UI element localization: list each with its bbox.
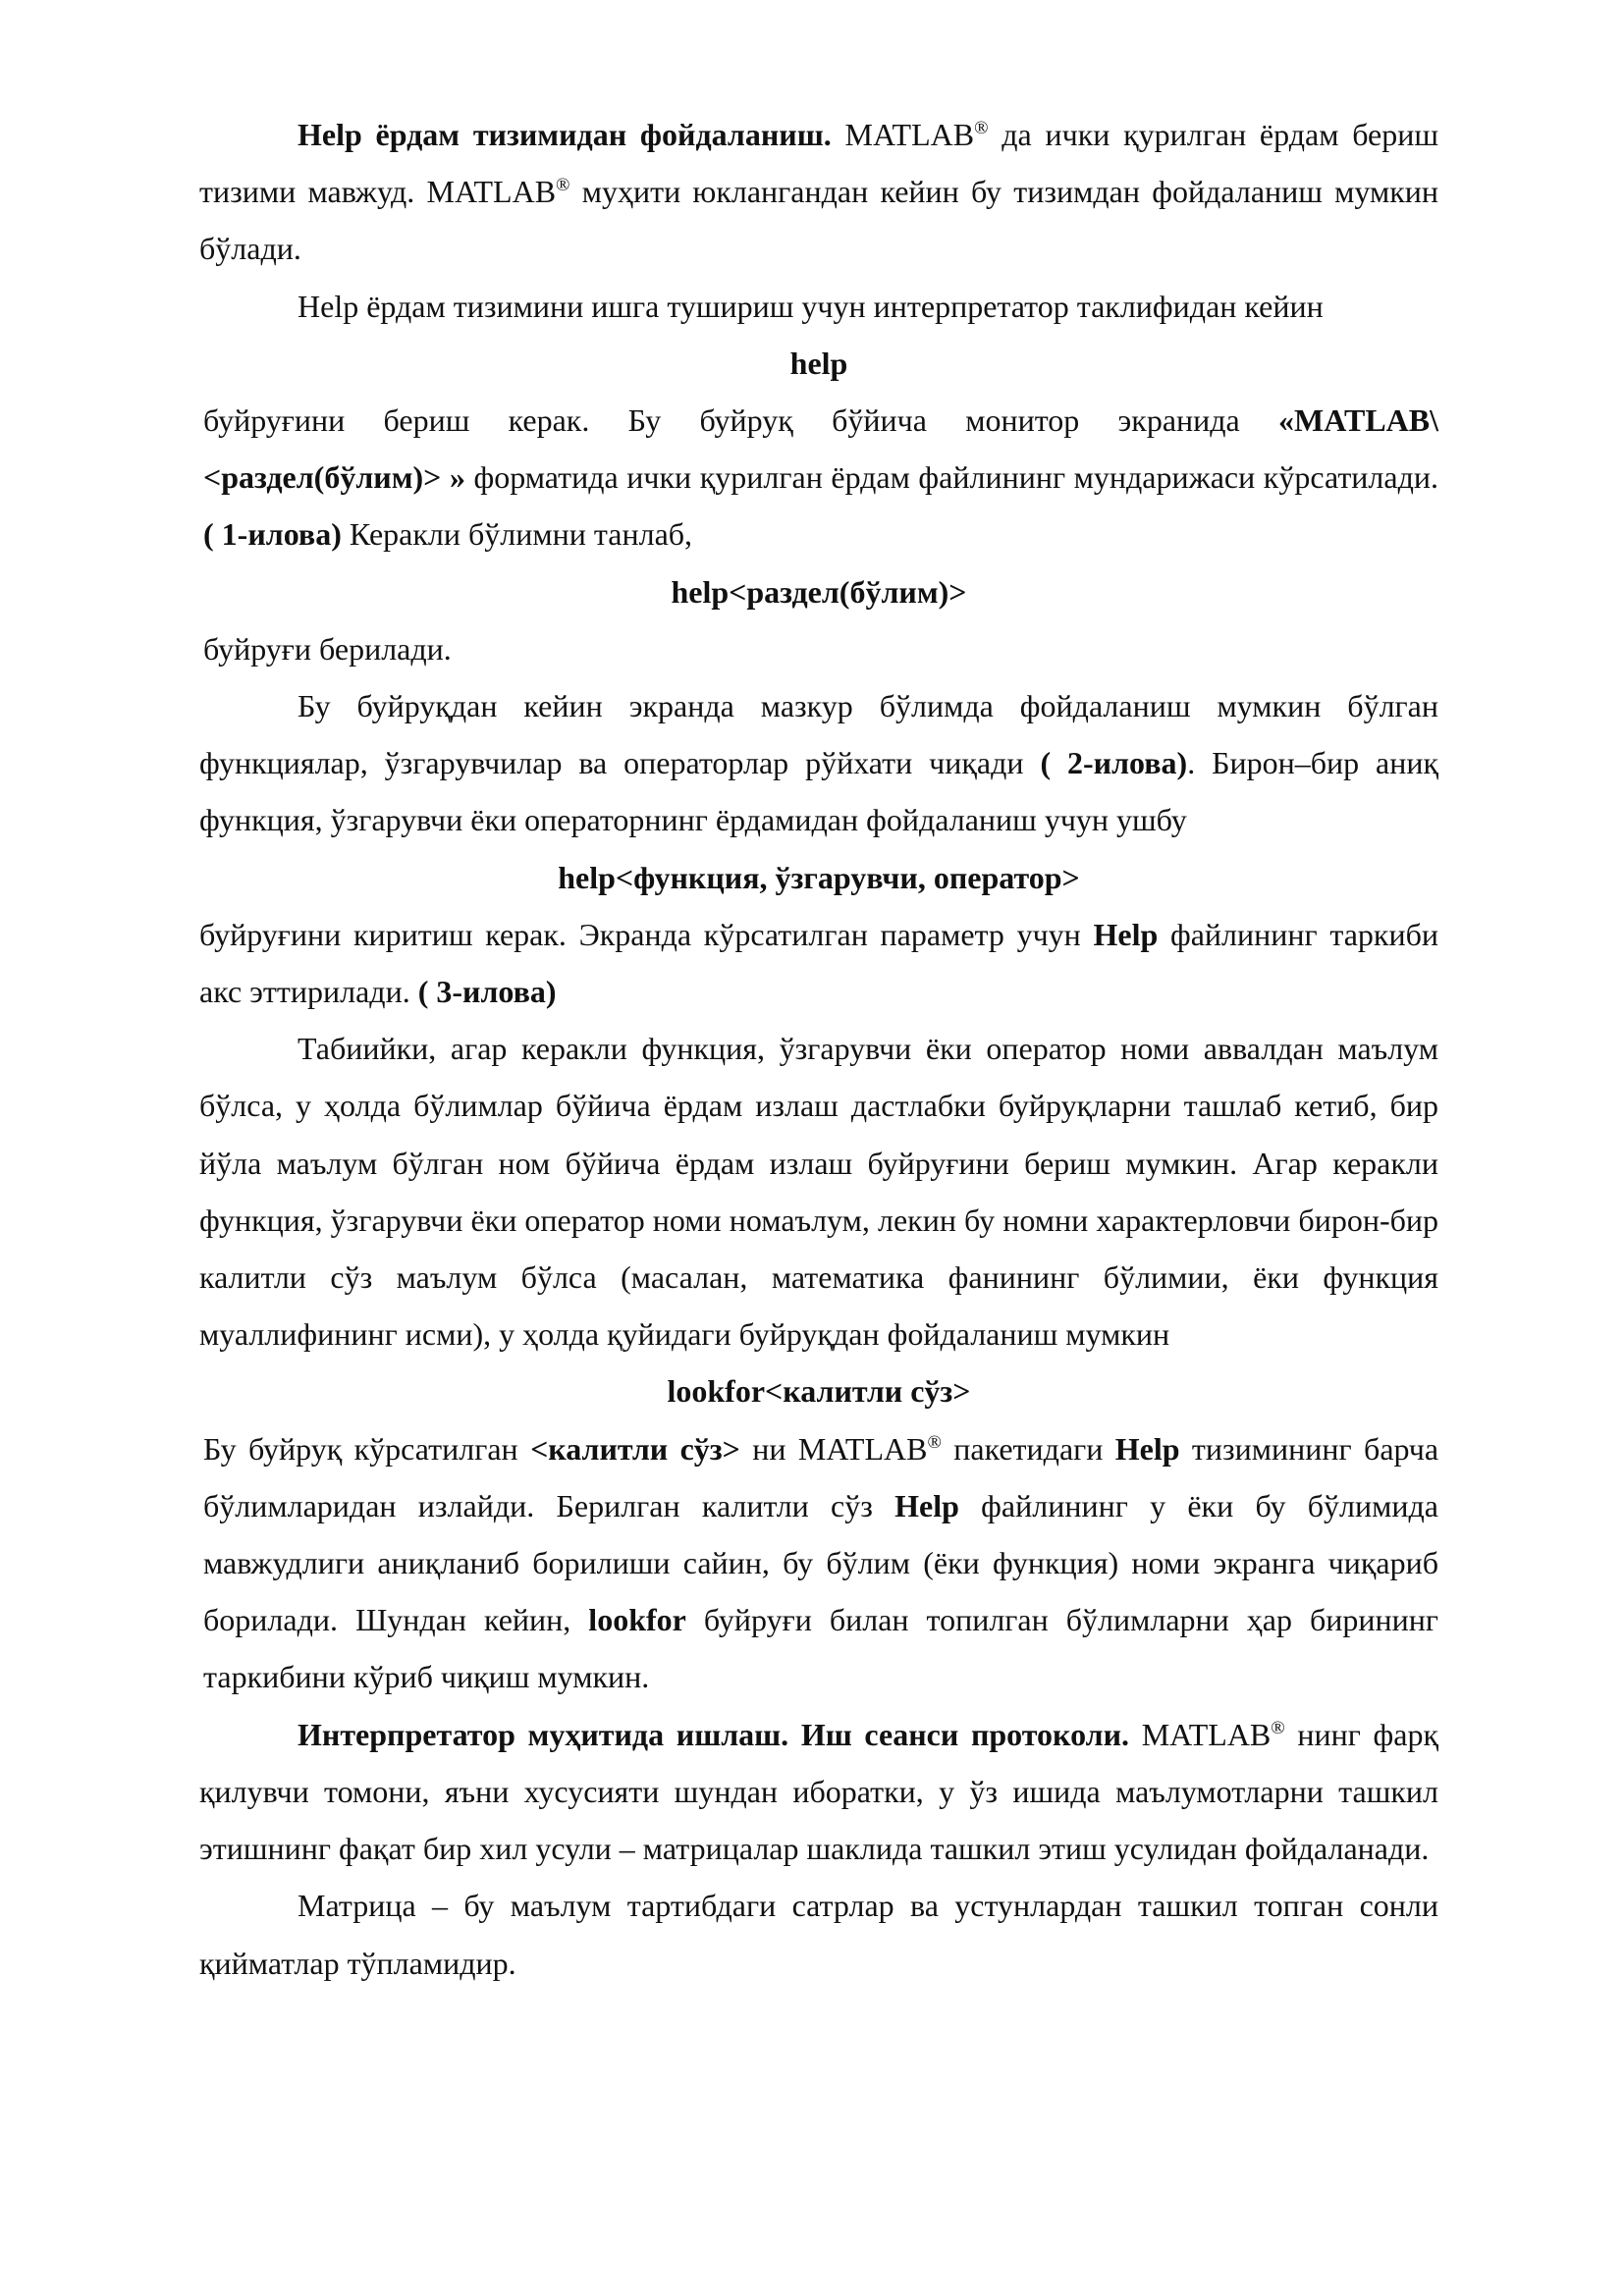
- paragraph-lookfor: Бу буйруқ кўрсатилган <калитли сўз> ни MATLAB® пакетидаги Help тизимининг барча бўлимларидан излайди. Берилган калитли сўз Help файлининг у ёки бу бўлимида мавжудлиги аниқланиб борилиши сайин, бу бўлим (ёки функция) номи экранга чиқариб борилади. Шундан кейин, lookfor буйруғи билан топилган бўлимларни ҳар бирининг таркибини кўриб чиқиш мумкин.: [203, 1430, 1439, 1695]
- registered-mark: ®: [556, 175, 570, 196]
- paragraph-command-given: буйруғи берилади.: [203, 630, 452, 667]
- document-page: [199, 106, 1438, 1992]
- paragraph-interpreter: Интерпретатор муҳитида ишлаш. Иш сеанси протоколи. MATLAB® нинг фарқ қилувчи томони, яъни хусусияти шундан иборатки, у ўз ишида маълумотларни ташкил этишнинг фақат бир хил усули – матрицалар шаклида ташкил этиш усулидан фойдаланади.: [199, 1716, 1439, 1867]
- command-lookfor: lookfor<калитли сўз>: [667, 1373, 971, 1410]
- paragraph-matrix: Матрица – бу маълум тартибдаги сатрлар ва устунлардан ташкил топган сонли қийматлар тўпламидир.: [199, 1888, 1438, 1981]
- paragraph-help-intro: Help ёрдам тизимидан фойдаланиш. MATLAB® да ички қурилган ёрдам бериш тизими мавжуд. MATLAB® муҳити юклангандан кейин бу тизимдан фойдаланиш мумкин бўлади.: [199, 117, 1439, 267]
- paragraph-help-start: Help ёрдам тизимини ишга тушириш учун интерпретатор таклифидан кейин: [298, 288, 1324, 324]
- section-heading-help: Help ёрдам тизимидан фойдаланиш.: [298, 117, 832, 152]
- paragraph-help-contents: буйруғини бериш керак. Бу буйруқ бўйича монитор экранида «MATLAB\ <раздел(бўлим)> » форматида ички қурилган ёрдам файлининг мундарижаси кўрсатилади. ( 1-илова) Керакли бўлимни танлаб,: [203, 402, 1438, 553]
- appendix-ref-1: ( 1-илова): [203, 516, 342, 553]
- registered-mark: ®: [927, 1431, 942, 1453]
- paragraph-function-list: Бу буйруқдан кейин экранда мазкур бўлимда фойдаланиш мумкин бўлган функциялар, ўзгарувчилар ва операторлар рўйхати чиқади ( 2-илова). Бирон–бир аниқ функция, ўзгарувчи ёки операторнинг ёрдамидан фойдаланиш учун ушбу: [199, 688, 1439, 838]
- paragraph-help-file: буйруғини киритиш керак. Экранда кўрсатилган параметр учун Help файлининг таркиби акс эттирилади. ( 3-илова): [199, 916, 1439, 1010]
- command-help-function: help<функция, ўзгарувчи, оператор>: [558, 859, 1080, 895]
- registered-mark: ®: [1271, 1717, 1285, 1738]
- section-heading-interpreter: Интерпретатор муҳитида ишлаш. Иш сеанси протоколи.: [298, 1716, 1130, 1752]
- registered-mark: ®: [974, 118, 989, 138]
- paragraph-keyword-search: Табиийки, агар керакли функция, ўзгарувчи ёки оператор номи аввалдан маълум бўлса, у ҳолда бўлимлар бўйича ёрдам излаш дастлабки буйруқларни ташлаб кетиб, бир йўла маълум бўлган ном бўйича ёрдам излаш буйруғини бериш мумкин. Агар керакли функция, ўзгарувчи ёки оператор номи номаълум, лекин бу номни характерловчи бирон-бир калитли сўз маълум бўлса (масалан, математика фанининг бўлимии, ёки функция муаллифининг исми), у ҳолда қуйидаги буйруқдан фойдаланиш мумкин: [199, 1031, 1438, 1353]
- command-help: help: [789, 345, 848, 381]
- command-help-section: help<раздел(бўлим)>: [671, 573, 967, 610]
- appendix-ref-2: ( 2-илова): [1040, 745, 1188, 781]
- appendix-ref-3: ( 3-илова): [417, 974, 557, 1010]
